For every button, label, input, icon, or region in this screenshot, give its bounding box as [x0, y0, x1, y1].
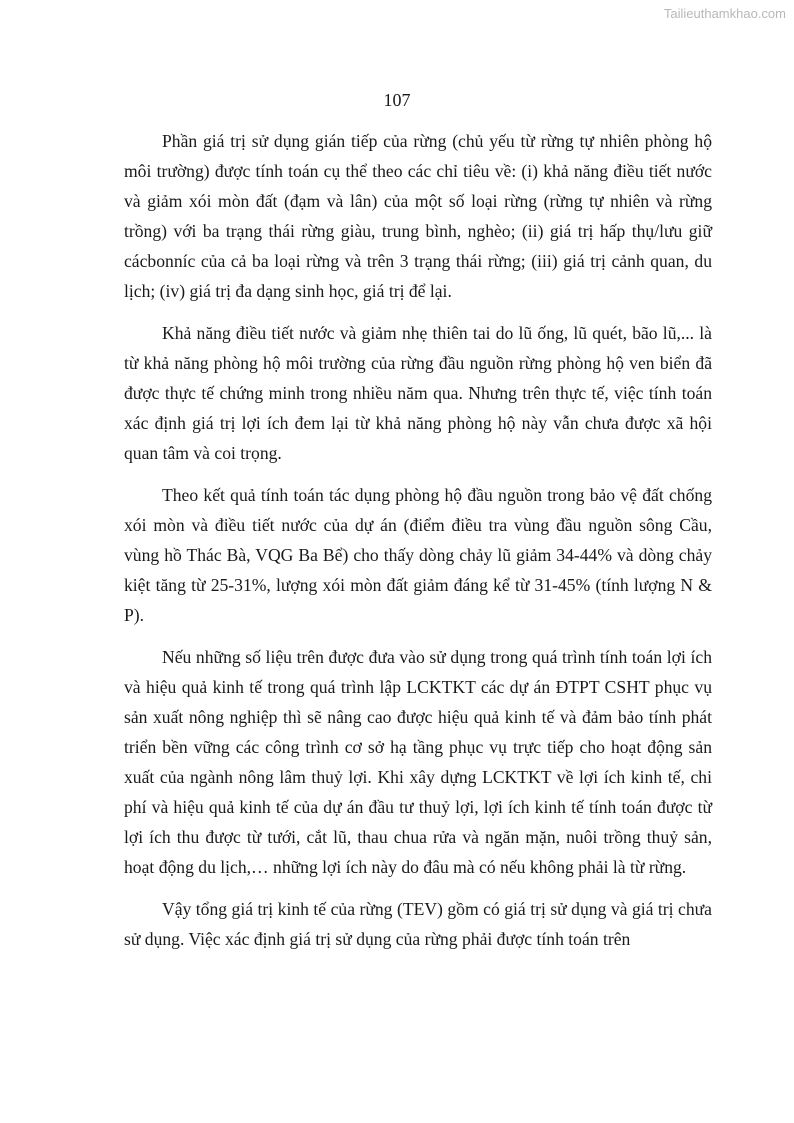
- paragraph-3: Theo kết quả tính toán tác dụng phòng hộ đầu nguồn trong bảo vệ đất chống xói mòn và điều tiết nước của dự án (điểm điều tra vùng đầu nguồn sông Cầu, vùng hồ Thác Bà, VQG Ba Bể) cho thấy dòng chảy lũ giảm 34-44% và dòng chảy kiệt tăng từ 25-31%, lượng xói mòn đất giảm đáng kể từ 31-45% (tính lượng N & P).: [124, 485, 712, 625]
- paragraph-2: Khả năng điều tiết nước và giảm nhẹ thiên tai do lũ ống, lũ quét, bão lũ,... là từ khả năng phòng hộ môi trường của rừng đầu nguồn rừng phòng hộ ven biển đã được thực tế chứng minh trong nhiều năm qua. Nhưng trên thực tế, việc tính toán xác định giá trị lợi ích đem lại từ khả năng phòng hộ này vẫn chưa được xã hội quan tâm và coi trọng.: [124, 323, 712, 463]
- document-body: [124, 126, 712, 954]
- paragraph-1: Phần giá trị sử dụng gián tiếp của rừng (chủ yếu từ rừng tự nhiên phòng hộ môi trường) được tính toán cụ thể theo các chỉ tiêu về: (i) khả năng điều tiết nước và giảm xói mòn đất (đạm và lân) của một số loại rừng (rừng tự nhiên và rừng trồng) với ba trạng thái rừng giàu, trung bình, nghèo; (ii) giá trị hấp thụ/lưu giữ cácbonníc của cả ba loại rừng và trên 3 trạng thái rừng; (iii) giá trị cảnh quan, du lịch; (iv) giá trị đa dạng sinh học, giá trị để lại.: [124, 131, 712, 301]
- paragraph-4: Nếu những số liệu trên được đưa vào sử dụng trong quá trình tính toán lợi ích và hiệu quả kinh tế trong quá trình lập LCKTKT các dự án ĐTPT CSHT phục vụ sản xuất nông nghiệp thì sẽ nâng cao được hiệu quả kinh tế và đảm bảo tính phát triển bền vững các công trình cơ sở hạ tầng phục vụ trực tiếp cho hoạt động sản xuất của ngành nông lâm thuỷ lợi. Khi xây dựng LCKTKT về lợi ích kinh tế, chi phí và hiệu quả kinh tế của dự án đầu tư thuỷ lợi, lợi ích kinh tế tính toán được từ lợi ích thu được từ tưới, cắt lũ, thau chua rửa và ngăn mặn, nuôi trồng thuỷ sản, hoạt động du lịch,… những lợi ích này do đâu mà có nếu không phải là từ rừng.: [124, 647, 712, 877]
- watermark-text: Tailieuthamkhao.com: [663, 6, 786, 21]
- paragraph-5: Vậy tổng giá trị kinh tế của rừng (TEV) gồm có giá trị sử dụng và giá trị chưa sử dụng. Việc xác định giá trị sử dụng của rừng phải được tính toán trên: [124, 899, 712, 949]
- page-number: 107: [383, 90, 411, 110]
